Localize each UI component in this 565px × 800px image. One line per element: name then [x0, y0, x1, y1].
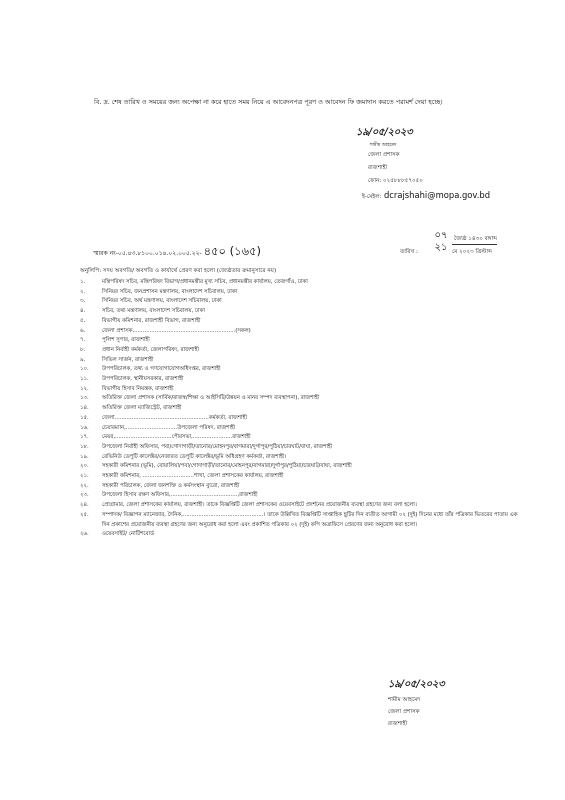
signatory-designation: জেলা প্রশাসক: [368, 152, 400, 158]
copy-heading: অনুলিপি: সদয় অবগতি/ অবগতি ও কার্যার্থে প্রেরণ করা হলো (জ্যেষ্ঠতার ক্রমানুসারে নয়): [80, 268, 277, 274]
date-bangla-day: ০৭: [434, 230, 448, 241]
list-item: [80, 414, 522, 424]
signature-block-bottom: [388, 677, 518, 730]
list-item-text: উপজেলা নির্বাহী অফিসার, পবা/গোদাগাড়ী/তানোর/মোহনপুর/বাগমারা/দুর্গাপুর/পুঠিয়া/চারঘাট/বাঘা, রাজশাহী: [102, 443, 333, 450]
signatory-name: শামীম আহমেদ: [370, 143, 397, 148]
list-item-number: ১৮.: [80, 443, 89, 450]
list-item: [80, 433, 522, 443]
signatory-designation: জেলা প্রশাসক: [388, 709, 420, 715]
list-item-text: সিনিয়র সচিব, অর্থ মন্ত্রণালয়, বাংলাদেশ সচিবালয়, ঢাকা: [102, 298, 222, 305]
note-paragraph: বি. দ্র. শেষ তারিখ ও সময়ের জন্য অপেক্ষা না করে হাতে সময় নিয়ে এ আবেদনপত্র পূরণ ও আবেদন ফি জমাদান করতে পরামর্শ দেয়া হচ্ছে।: [94, 98, 443, 106]
list-item-number: ৩.: [80, 298, 86, 305]
list-item-number: ২৪.: [80, 502, 89, 509]
list-item-text: প্রোগ্রামার, জেলা প্রশাসকের কার্যালয়, রাজশাহী। তাকে বিজ্ঞপ্তিটি জেলা প্রশাসকের ওয়েবসাইটে প্রদর্শনের প্রয়োজনীয় ব্যবস্থা গ্রহণের জন্য বলা হলো।: [102, 502, 417, 509]
list-item-text: অতিরিক্ত জেলা ম্যাজিস্ট্রেট, রাজশাহী: [102, 405, 182, 412]
list-item-number: ১৪.: [80, 405, 89, 412]
email-line: [362, 190, 490, 202]
signatory-district: রাজশাহী: [368, 165, 388, 171]
date-english-row: [400, 242, 497, 257]
list-item: [80, 346, 522, 356]
list-item-text: ওয়েবসাইট/ নোটিশবোর্ড: [102, 531, 155, 538]
list-item: [80, 365, 522, 375]
list-item: [80, 530, 522, 540]
list-item-number: ২৩.: [80, 492, 89, 499]
signatory-name: শামীম আহমেদ: [388, 697, 421, 703]
signature-scribble: ১৯/০৫/২০২৩: [388, 679, 445, 690]
list-item: [80, 317, 522, 327]
list-item: [80, 443, 522, 453]
list-item: [80, 288, 522, 298]
list-item: [80, 297, 522, 307]
list-item-text: উপজেলা হিসাব রক্ষণ অফিসার,.......................................,রাজশাহী: [102, 492, 258, 499]
email-label: ই-মেইল:: [362, 194, 382, 200]
signatory-phone: ফোন: ০২৫৮৮৮৫৭০৫০: [368, 178, 423, 184]
list-item: [80, 424, 522, 434]
email-address: dcrajshahi@mopa.gov.bd: [383, 190, 491, 200]
memo-number: [93, 243, 261, 262]
list-item: [80, 472, 522, 482]
list-item-number: ৫.: [80, 317, 86, 324]
list-item-number: ১৭.: [80, 434, 89, 441]
list-item-number: ১.: [80, 279, 86, 285]
list-item: [80, 356, 522, 366]
memo-handwritten: ৪৫০ (১৬৫): [203, 244, 262, 258]
list-item-number: ২৬.: [80, 531, 89, 538]
list-item-number: ১৫.: [80, 414, 89, 421]
list-item: [80, 327, 522, 337]
list-item-text: উপপরিচালক, স্থানীয়সরকার, রাজশাহী: [102, 376, 184, 383]
list-item: [80, 278, 522, 288]
list-item-text: সচিব, তথ্য মন্ত্রণালয়, বাংলাদেশ সচিবালয়, ঢাকা: [102, 308, 205, 315]
list-item-number: ১৯.: [80, 453, 89, 460]
list-item: [80, 453, 522, 463]
list-item-number: ৮.: [80, 346, 86, 353]
list-item-text: সহকারী কমিশনার (ভূমি), বোয়ালিয়া/পবা/গোদাগাড়ী/তানোর/মোহনপুর/বাগমারা/দুর্গাপুর/পুঠিয়া/চারঘাট/বাঘা, রাজশাহী: [102, 463, 352, 470]
date-english-day: ২১: [434, 242, 448, 253]
list-item-text: পুলিশ সুপার, রাজশাহী: [102, 337, 150, 344]
list-item: [80, 307, 522, 317]
list-item: [80, 482, 522, 492]
list-item: [80, 336, 522, 346]
list-item-number: ৪.: [80, 308, 86, 315]
list-item-number: ২১.: [80, 473, 89, 480]
signatory-district: রাজশাহী: [388, 721, 408, 727]
memo-prefix: স্মারক নং-০৫.৪৩.৮১০০.০১৪.০২.০০৫.২২-: [93, 250, 202, 257]
list-item: [80, 375, 522, 385]
list-item-text: জেলা প্রশাসক,...........................................................(সকল): [102, 327, 251, 334]
list-item: [80, 462, 522, 472]
list-item: [80, 491, 522, 501]
list-item: [80, 511, 522, 530]
list-item-number: ১০.: [80, 366, 89, 373]
list-item-number: ২২.: [80, 482, 89, 489]
list-item: [80, 501, 522, 511]
list-item-number: ৯.: [80, 356, 86, 363]
list-item-text: অতিরিক্ত জেলা প্রশাসক (সার্বিক/রাজস্ব/শিক্ষা ও আইসিটি/উন্নয়ন ও মানব সম্পদ ব্যবস্থাপনা), রাজশাহী: [102, 395, 320, 402]
list-item-text: উপপরিচালক, তথ্য ও গণযোগাযোগঅধিদপ্তর, রাজশাহী: [102, 366, 221, 373]
list-item-number: ৬.: [80, 327, 86, 334]
list-item-text: বিভাগীয় কমিশনার, রাজশাহী বিভাগ, রাজশাহী: [102, 317, 201, 324]
list-item-number: ১৬.: [80, 424, 89, 431]
list-item: [80, 385, 522, 395]
list-item-number: ২০.: [80, 463, 89, 470]
date-bangla-month: জ্যৈষ্ঠ ১৪৩০ বঙ্গাব্দ: [452, 235, 497, 245]
list-item-number: ৭.: [80, 337, 86, 344]
list-item-number: ১২.: [80, 385, 89, 392]
list-item-text: রেভিনিউ ডেপুটি কালেক্টর/নেজারত ডেপুটি কালেক্টর/ভূমি অধিগ্রহণ কর্মকর্তা, রাজশাহী।: [102, 453, 287, 460]
list-item-text: বিভাগীয় হিসাব নিয়ন্ত্রক, রাজশাহী: [102, 385, 174, 392]
list-item-number: ১১.: [80, 376, 89, 383]
list-item: [80, 394, 522, 404]
date-english-month: মে ২০২৩ খ্রিস্টাব্দ: [452, 249, 492, 255]
list-item-text: সহকারী কমিশনার, ..............................শাখা, জেলা প্রশাসকের কার্যালয়, রাজশাহী: [102, 473, 284, 480]
list-item-text: প্রধান নির্বাহী কর্মকর্তা, জেলাপরিষদ, রাজশাহী: [102, 346, 199, 353]
list-item-text: সিনিয়র সচিব, জনপ্রশাসন মন্ত্রণালয়, বাংলাদেশ সচিবালয়, ঢাকা: [102, 288, 238, 295]
list-item-number: ১৩.: [80, 395, 89, 402]
list-item-text: চেয়ারম্যান,..............................উপজেলা পরিষদ, রাজশাহী: [102, 424, 236, 431]
list-item-number: ২৫.: [80, 511, 89, 518]
list-item-number: ২.: [80, 288, 86, 295]
list-item-text: মেয়র,.................................পৌরসভা,.......................রাজশাহী: [102, 434, 251, 441]
list-item-text: সিভিল সার্জন, রাজশাহী: [102, 356, 154, 363]
list-item: [80, 404, 522, 414]
date-block: [400, 230, 497, 257]
copy-list: [80, 278, 522, 540]
list-item-text: সম্পাদক/ বিজ্ঞাপন ম্যানেজার, দৈনিক,...............................................। তাকে উল্লিখিত বিজ্ঞপ্তিটি সাপ্তাহিক ছুটির দিন ব্যতীত আগামী ০২ (দুই) দিনের মধ্যে তাঁর পত্রিকার ভিতরের পাতায় এক দিন প্রকাশের প্রয়োজনীয় ব্যবস্থা গ্রহণের জন্য অনুরোধ করা হলো এবং প্রকাশিত পত্রিকার ০২ (দুই) কপি অত্রাফিসে প্রেরণের জন্য অনুরোধ করা হলো।: [102, 511, 518, 528]
list-item-text: সহকারী পরিচালক, জেলা জনশক্তি ও কর্মসংস্থান ব্যুরো, রাজশাহী: [102, 482, 240, 489]
signature-block-top: [356, 125, 476, 188]
date-label: তারিখ :: [400, 249, 418, 255]
list-item-text: মন্ত্রিপরিষদ সচিব, মন্ত্রিপরিষদ বিভাগ/প্রধানমন্ত্রীর মুখ্য সচিব, প্রধানমন্ত্রীর কার্যালয়, তেজগাঁও, ঢাকা: [102, 279, 308, 285]
list-item-text: জেলা.......................................................কর্মকর্তা, রাজশাহী: [102, 414, 247, 421]
signature-scribble: ১৯/০৫/২০২৩: [356, 127, 413, 138]
